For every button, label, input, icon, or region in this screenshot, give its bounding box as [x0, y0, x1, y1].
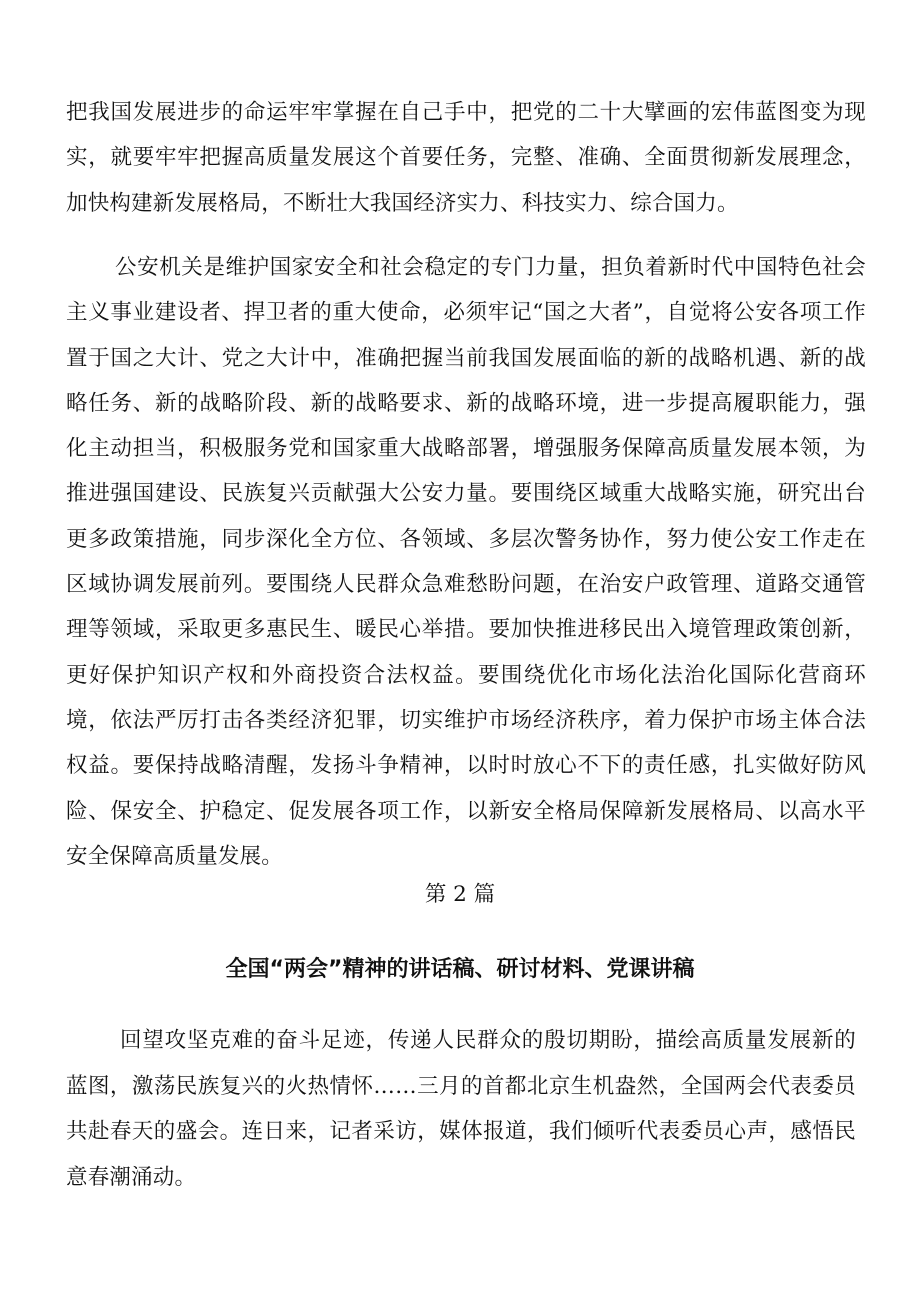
body-paragraph-2: 公安机关是维护国家安全和社会稳定的专门力量，担负着新时代中国特色社会主义事业建设者、捍卫者的重大使命，必须牢记“国之大者”，自觉将公安各项工作置于国之大计、党之大计中，准确把握当前我国发展面临的新的战略机遇、新的战略任务、新的战略阶段、新的战略要求、新的战略环境，进一步提高履职能力，强化主动担当，积极服务党和国家重大战略部署，增强服务保障高质量发展本领，为推进强国建设、民族复兴贡献强大公安力量。要围绕区域重大战略实施，研究出台更多政策措施，同步深化全方位、各领域、多层次警务协作，努力使公安工作走在区域协调发展前列。要围绕人民群众急难愁盼问题，在治安户政管理、道路交通管理等领域，采取更多惠民生、暖民心举措。要加快推进移民出入境管理政策创新，更好保护知识产权和外商投资合法权益。要围绕优化市场化法治化国际化营商环境，依法严厉打击各类经济犯罪，切实维护市场经济秩序，着力保护市场主体合法权益。要保持战略清醒，发扬斗争精神，以时时放心不下的责任感，扎实做好防风险、保安全、护稳定、促发展各项工作，以新安全格局保障新发展格局、以高水平安全保障高质量发展。	[66, 255, 866, 869]
body-paragraph-3: 回望攻坚克难的奋斗足迹，传递人民群众的殷切期盼，描绘高质量发展新的蓝图，激荡民族复兴的火热情怀……三月的首都北京生机盎然，全国两会代表委员共赴春天的盛会。连日来，记者采访，媒体报道，我们倾听代表委员心声，感悟民意春潮涌动。	[66, 1028, 856, 1190]
chapter-title: 全国“两会”精神的讲话稿、研讨材料、党课讲稿	[225, 957, 695, 982]
body-paragraph-1: 把我国发展进步的命运牢牢掌握在自己手中，把党的二十大擘画的宏伟蓝图变为现实，就要牢牢把握高质量发展这个首要任务，完整、准确、全面贯彻新发展理念，加快构建新发展格局，不断壮大我国经济实力、科技实力、综合国力。	[66, 100, 866, 216]
chapter-label: 第 2 篇	[424, 882, 496, 907]
